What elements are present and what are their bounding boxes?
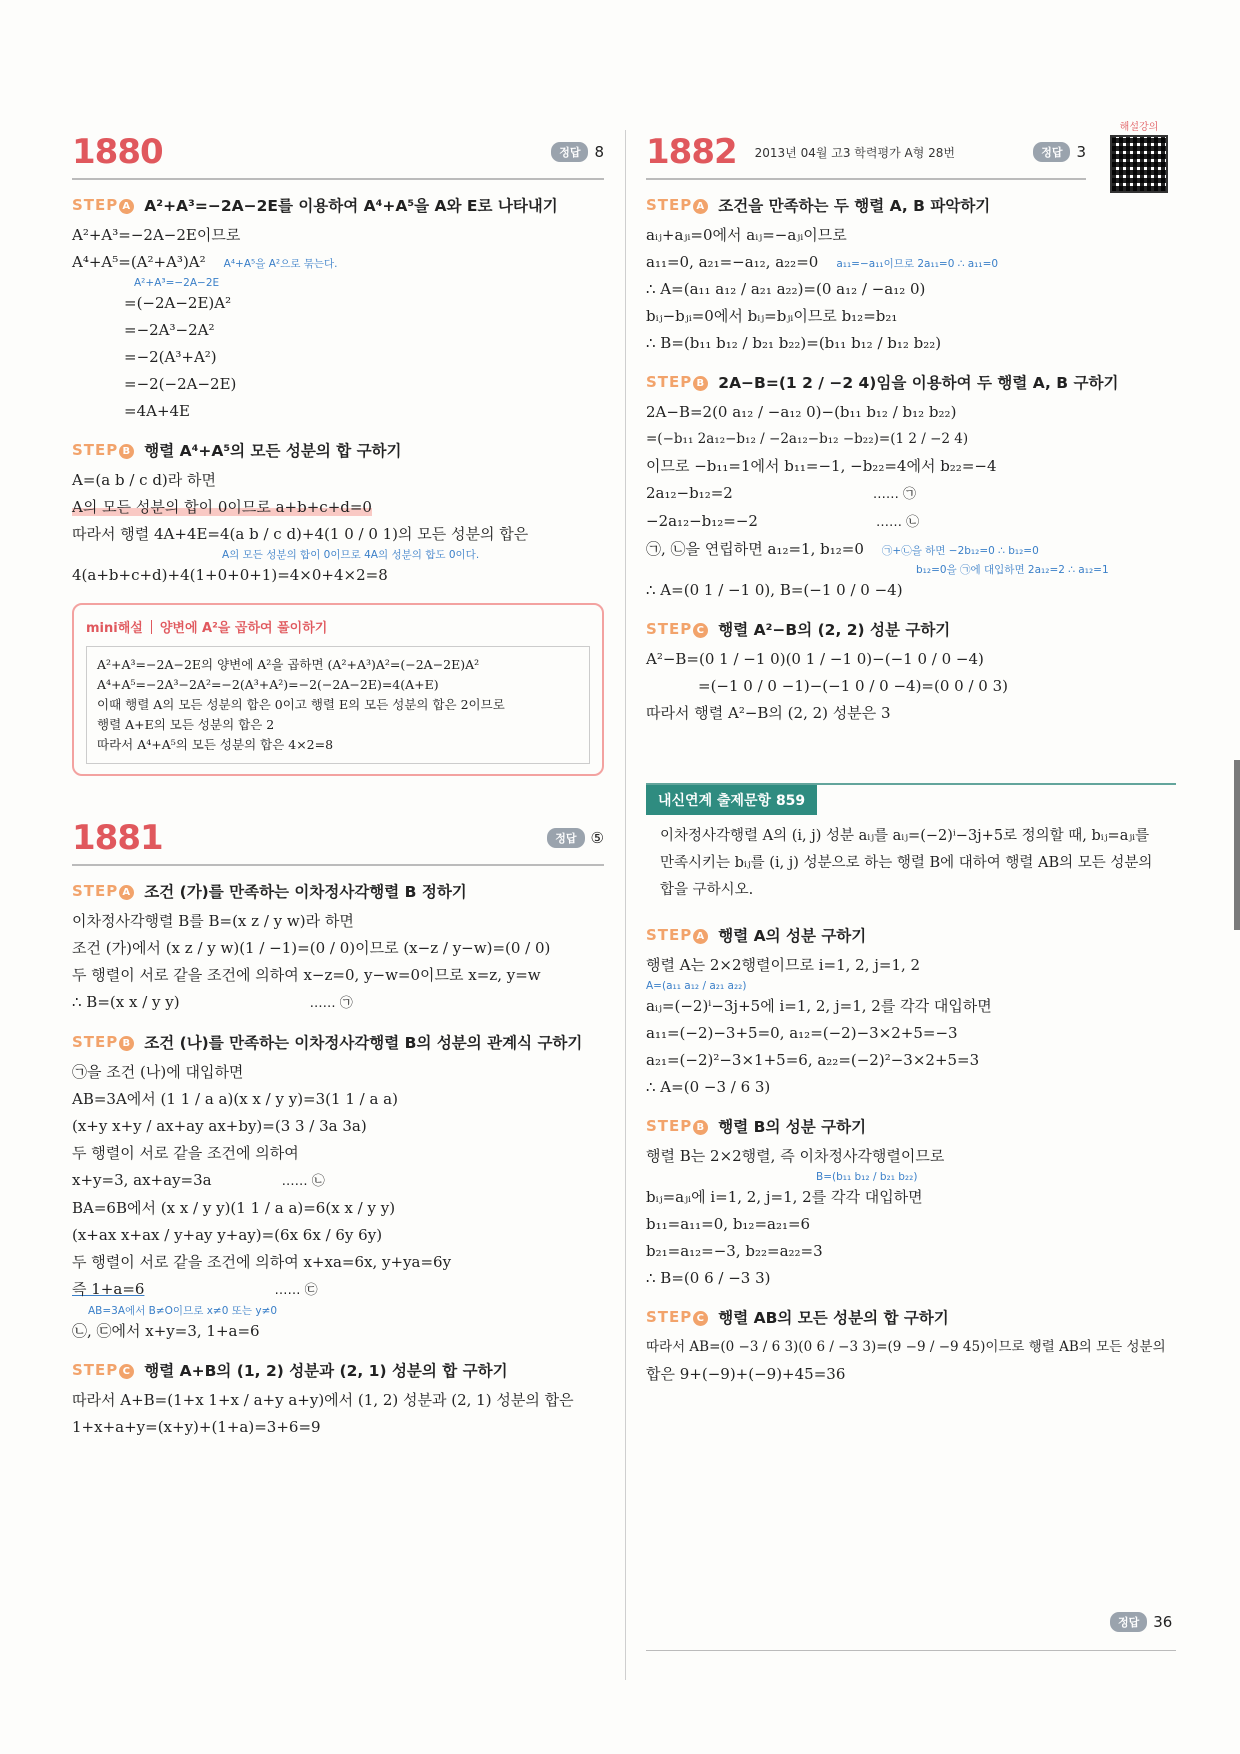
hint-note: A⁴+A⁵을 A²으로 묶는다. [223,258,338,270]
solution-line: =4A+4E [124,402,191,420]
mini-line: 따라서 A⁴+A⁵의 모든 성분의 합은 4×2=8 [97,737,334,752]
solution-line: 이차정사각행렬 B를 B=(x z / y w)라 하면 [72,912,354,930]
problem-number: 1880 [72,132,163,172]
hint-note: AB=3A에서 B≠O이므로 x≠0 또는 y≠0 [88,1305,278,1317]
answer-value: 3 [1076,143,1086,161]
solution-line: ㉡, ㉢에서 x+y=3, 1+a=6 [72,1322,260,1340]
solution-line: 합은 9+(−9)+(−9)+45=36 [646,1365,846,1383]
solution-line: 4(a+b+c+d)+4(1+0+0+1)=4×0+4×2=8 [72,566,388,584]
solution-line: A⁴+A⁵=(A²+A³)A² A⁴+A⁵을 A²으로 묶는다. [72,253,338,271]
mini-title [86,617,590,636]
solution-line: −2a₁₂−b₁₂=−2 …… ㉡ [646,512,920,530]
step-tag: STEP C [646,620,708,638]
solution-line: (x+ax x+ax / y+ay y+ay)=(6x 6x / 6y 6y) [72,1226,383,1244]
solution-line: b₂₁=a₁₂=−3, b₂₂=a₂₂=3 [646,1242,823,1260]
solution-line: 행렬 B는 2×2행렬, 즉 이차정사각행렬이므로 [646,1147,945,1165]
step-tag: STEP C [646,1308,708,1326]
hint-note: A의 모든 성분의 합이 0이므로 4A의 성분의 합도 0이다. [222,549,480,561]
solution-line: bᵢⱼ−bⱼᵢ=0에서 bᵢⱼ=bⱼᵢ이므로 b₁₂=b₂₁ [646,307,898,325]
answer [1033,142,1086,162]
solution-line: =(−1 0 / 0 −1)−(−1 0 / 0 −4)=(0 0 / 0 3) [698,677,1008,695]
hint-note: A=(a₁₁ a₁₂ / a₂₁ a₂₂) [646,980,747,992]
step-a [72,880,604,902]
step-a [72,194,604,216]
solution-line: 두 행렬이 서로 같을 조건에 의하여 [72,1144,299,1162]
step-title: 행렬 A⁴+A⁵의 모든 성분의 합 구하기 [144,442,402,460]
right-column [646,130,1176,1388]
related-problem-question: 이차정사각행렬 A의 (i, j) 성분 aᵢⱼ를 aᵢⱼ=(−2)ⁱ−3j+5로 정의할 때, bᵢⱼ=aⱼᵢ를 만족시키는 bᵢⱼ를 (i, j) 성분으로 하는 행렬 B에 대하여 행렬 AB의 모든 성분의 합을 구하시오. [660,828,1153,898]
hint-note: b₁₂=0을 ㉠에 대입하면 2a₁₂=2 ∴ a₁₂=1 [916,564,1109,576]
mini-explanation [72,603,604,776]
qr-label: 해설강의 [1119,122,1159,133]
step-title: 행렬 A+B의 (1, 2) 성분과 (2, 1) 성분의 합 구하기 [144,1362,508,1380]
problem-header-1881 [72,816,604,866]
solution-line: ㉠을 조건 (나)에 대입하면 [72,1063,244,1081]
mini-line: 이때 행렬 A의 모든 성분의 합은 0이고 행렬 E의 모든 성분의 합은 2이므로 [97,697,505,712]
answer [547,828,604,848]
solution-line: =−2(A³+A²) [124,348,217,366]
step-tag: STEP B [72,1033,134,1051]
left-column [72,130,604,1441]
solution-line: =−2(−2A−2E) [124,375,237,393]
solution-line: =(−2A−2E)A² [124,294,232,312]
solution-line: 따라서 AB=(0 −3 / 6 3)(0 6 / −3 3)=(9 −9 / −9 45)이므로 행렬 AB의 모든 성분의 [646,1339,1166,1355]
divider [151,620,152,634]
solution-line: ∴ B=(b₁₁ b₁₂ / b₂₁ b₂₂)=(b₁₁ b₁₂ / b₁₂ b₂₂) [646,334,942,352]
side-tab [1234,760,1240,930]
step-title: 행렬 B의 성분 구하기 [718,1118,867,1136]
solution-line: 조건 (가)에서 (x z / y w)(1 / −1)=(0 / 0)이므로 (x−z / y−w)=(0 / 0) [72,939,551,957]
step-title: A²+A³=−2A−2E를 이용하여 A⁴+A⁵을 A와 E로 나타내기 [144,197,558,215]
problem-number: 1881 [72,818,163,858]
step-c [72,1359,604,1381]
step-tag: STEP B [72,441,134,459]
answer-badge: 정답 [551,142,588,162]
page-answer-badge: 정답 [1110,1612,1147,1632]
step-title: 조건 (나)를 만족하는 이차정사각행렬 B의 성분의 관계식 구하기 [144,1034,583,1052]
step-tag: STEP A [646,196,708,214]
step-c [646,1306,1176,1328]
solution-line: ∴ A=(0 −3 / 6 3) [646,1078,771,1096]
step-tag: STEP B [646,373,708,391]
page-number: 36 [1153,1613,1173,1631]
answer-badge: 정답 [1033,142,1070,162]
solution-line: 즉 1+a=6 …… ㉢ [72,1280,318,1298]
solution-line: A²−B=(0 1 / −1 0)(0 1 / −1 0)−(−1 0 / 0 −4) [646,650,984,668]
mini-label: mini해설 [86,621,143,636]
solution-line: 2A−B=2(0 a₁₂ / −a₁₂ 0)−(b₁₁ b₁₂ / b₁₂ b₂₂) [646,403,957,421]
step-title: 행렬 A의 성분 구하기 [718,927,867,945]
solution-line: ∴ A=(a₁₁ a₁₂ / a₂₁ a₂₂)=(0 a₁₂ / −a₁₂ 0) [646,280,926,298]
solution-line: A=(a b / c d)라 하면 [72,471,217,489]
solution-line: x+y=3, ax+ay=3a …… ㉡ [72,1171,325,1189]
answer-value: ⑤ [590,829,604,847]
hint-note: A²+A³=−2A−2E [134,277,220,289]
step-title: 행렬 AB의 모든 성분의 합 구하기 [718,1309,949,1327]
solution-line: a₂₁=(−2)²−3×1+5=6, a₂₂=(−2)²−3×2+5=3 [646,1051,980,1069]
problem-number: 1882 [646,132,737,172]
mini-body [86,646,590,764]
problem-header-1880 [72,130,604,180]
solution-line: ㉠, ㉡을 연립하면 a₁₂=1, b₁₂=0 ㉠+㉡을 하면 −2b₁₂=0 ∴ b₁₂=0 [646,540,1039,558]
mini-line: A⁴+A⁵=−2A³−2A²=−2(A³+A²)=−2(−2A−2E)=4(A+E) [97,677,439,692]
solution-line: AB=3A에서 (1 1 / a a)(x x / y y)=3(1 1 / a a) [72,1090,398,1108]
problem-header-1882 [646,130,1086,180]
related-problem-tag: 내신연계 출제문항 859 [646,785,817,815]
solution-line: A의 모든 성분의 합이 0이므로 a+b+c+d=0 [72,498,372,516]
step-title: 행렬 A²−B의 (2, 2) 성분 구하기 [718,621,951,639]
solution-line: bᵢⱼ=aⱼᵢ에 i=1, 2, j=1, 2를 각각 대입하면 [646,1188,923,1206]
solution-line: ∴ B=(0 6 / −3 3) [646,1269,771,1287]
step-c [646,618,1176,640]
step-b [72,439,604,461]
solution-line: ∴ A=(0 1 / −1 0), B=(−1 0 / 0 −4) [646,581,903,599]
step-tag: STEP B [646,1117,708,1135]
solution-line: 2a₁₂−b₁₂=2 …… ㉠ [646,484,916,502]
page-answer [1110,1612,1172,1632]
related-problem [646,783,1176,904]
step-a [646,194,1176,216]
solution-line: 이므로 −b₁₁=1에서 b₁₁=−1, −b₂₂=4에서 b₂₂=−4 [646,457,997,475]
column-divider [625,130,626,1680]
solution-line: aᵢⱼ+aⱼᵢ=0에서 aᵢⱼ=−aⱼᵢ이므로 [646,226,847,244]
solution-line: b₁₁=a₁₁=0, b₁₂=a₂₁=6 [646,1215,811,1233]
mini-line: 행렬 A+E의 모든 성분의 합은 2 [97,717,275,732]
solution-line: 따라서 행렬 A²−B의 (2, 2) 성분은 3 [646,704,891,722]
step-b [646,371,1176,393]
step-title: 조건 (가)를 만족하는 이차정사각행렬 B 정하기 [144,883,467,901]
solution-line: 따라서 행렬 4A+4E=4(a b / c d)+4(1 0 / 0 1)의 모든 성분의 합은 [72,525,529,543]
solution-line: =(−b₁₁ 2a₁₂−b₁₂ / −2a₁₂−b₁₂ −b₂₂)=(1 2 / −2 4) [646,431,969,447]
solution-line: 1+x+a+y=(x+y)+(1+a)=3+6=9 [72,1418,321,1436]
solution-line: ∴ B=(x x / y y) …… ㉠ [72,993,353,1011]
answer-badge: 정답 [547,828,584,848]
step-tag: STEP A [646,926,708,944]
problem-source: 2013년 04월 고3 학력평가 A형 28번 [754,145,955,160]
mini-line: A²+A³=−2A−2E의 양변에 A²을 곱하면 (A²+A³)A²=(−2A−2E)A² [97,657,480,672]
step-tag: STEP A [72,196,134,214]
solution-line: 행렬 A는 2×2행렬이므로 i=1, 2, j=1, 2 [646,956,921,974]
step-title: 조건을 만족하는 두 행렬 A, B 파악하기 [718,197,991,215]
step-title: 2A−B=(1 2 / −2 4)임을 이용하여 두 행렬 A, B 구하기 [718,374,1119,392]
solution-line: 따라서 A+B=(1+x 1+x / a+y a+y)에서 (1, 2) 성분과 (2, 1) 성분의 합은 [72,1391,574,1409]
step-b [646,1115,1176,1137]
step-a [646,924,1176,946]
mini-heading: 양변에 A²을 곱하여 풀이하기 [159,621,328,636]
step-tag: STEP C [72,1361,134,1379]
solution-line: a₁₁=(−2)−3+5=0, a₁₂=(−2)−3×2+5=−3 [646,1024,958,1042]
step-b [72,1031,604,1053]
solution-line: A²+A³=−2A−2E이므로 [72,226,241,244]
solution-line: a₁₁=0, a₂₁=−a₁₂, a₂₂=0 a₁₁=−a₁₁이므로 2a₁₁=0 ∴ a₁₁=0 [646,253,999,271]
solution-line: =−2A³−2A² [124,321,215,339]
solution-line: BA=6B에서 (x x / y y)(1 1 / a a)=6(x x / y y) [72,1199,396,1217]
solution-line: 두 행렬이 서로 같을 조건에 의하여 x+xa=6x, y+ya=6y [72,1253,452,1271]
step-tag: STEP A [72,882,134,900]
solution-line: (x+y x+y / ax+ay ax+by)=(3 3 / 3a 3a) [72,1117,367,1135]
hint-note: B=(b₁₁ b₁₂ / b₂₁ b₂₂) [816,1171,918,1183]
bottom-rule [646,1650,1176,1651]
solution-line: 두 행렬이 서로 같을 조건에 의하여 x−z=0, y−w=0이므로 x=z, y=w [72,966,541,984]
solution-line: aᵢⱼ=(−2)ⁱ−3j+5에 i=1, 2, j=1, 2를 각각 대입하면 [646,997,992,1015]
answer [551,142,604,162]
answer-value: 8 [594,143,604,161]
